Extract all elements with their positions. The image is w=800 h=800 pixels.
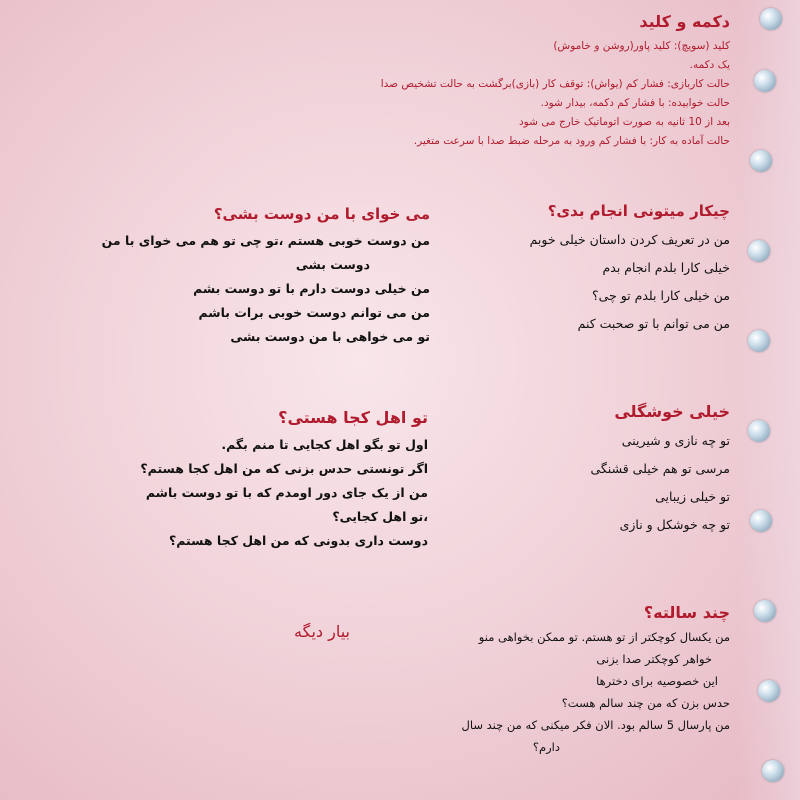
section-line: من یکسال کوچکتر از تو هستم. تو ممکن بخواهی منو: [478, 630, 730, 644]
section-line: حدس بزن که من چند سالم هست؟: [561, 696, 730, 710]
section-line: تو چه نازی و شیرینی: [621, 433, 730, 448]
section-how-old: [370, 603, 730, 758]
gem-icon: [750, 150, 772, 172]
section-title: چند سالته؟: [643, 603, 730, 622]
gem-icon: [762, 760, 784, 782]
decorative-border: [738, 0, 800, 800]
section-title: چیکار میتونی انجام بدی؟: [547, 202, 730, 220]
gem-icon: [748, 330, 770, 352]
gem-icon: [748, 240, 770, 262]
section-line: من از یک جای دور اومدم که با تو دوست باشم: [145, 485, 428, 500]
gem-icon: [758, 680, 780, 702]
section-line: خیلی کارا بلدم انجام بدم: [602, 260, 730, 275]
section-line: من می توانم با تو صحبت کنم: [577, 316, 730, 331]
section-line: من در تعریف کردن داستان خیلی خوبم: [529, 232, 730, 247]
section-title: دکمه و کلید: [639, 12, 730, 31]
section-line: من خیلی کارا بلدم تو چی؟: [591, 288, 730, 303]
section-line: ،تو اهل کجایی؟: [332, 509, 428, 524]
section-cute: [470, 402, 730, 539]
section-line: من دوست خوبی هستم ،تو چی تو هم می خوای با من: [101, 233, 430, 248]
gem-icon: [754, 600, 776, 622]
section-line: کلید (سویچ): کلید پاور(روشن و خاموش): [553, 40, 730, 52]
gem-icon: [750, 510, 772, 532]
section-where-from: [108, 408, 428, 553]
section-line: دارم؟: [532, 740, 560, 754]
section-line: اگر تونستی حدس بزنی که من اهل کجا هستم؟: [140, 461, 428, 476]
gem-icon: [760, 8, 782, 30]
section-what-can-you-do: [470, 202, 730, 338]
section-line: تو خیلی زیبایی: [655, 489, 730, 504]
section-be-friends: [101, 205, 430, 349]
section-line: دوست بشی: [295, 257, 370, 272]
section-title: بیار دیگه: [294, 622, 350, 641]
section-line: من می توانم دوست خوبی برات باشم: [198, 305, 430, 320]
gem-icon: [748, 420, 770, 442]
section-line: حالت آماده به کار: با فشار کم ورود به مرحله ضبط صدا با سرعت متغیر.: [413, 135, 730, 147]
section-line: حالت کاربازی: فشار کم (یواش): توقف کار (بازی)برگشت به حالت تشخیص صدا: [380, 78, 730, 90]
section-title: می خوای با من دوست بشی؟: [213, 205, 430, 223]
section-line: خواهر کوچکتر صدا بزنی: [596, 652, 712, 666]
section-line: دوست داری بدونی که من اهل کجا هستم؟: [168, 533, 428, 548]
section-line: بعد از 10 ثانیه به صورت اتوماتیک خارج می شود: [519, 116, 730, 128]
section-line: مرسی تو هم خیلی قشنگی: [590, 461, 730, 476]
gem-icon: [754, 70, 776, 92]
section-line: این خصوصیه برای دخترها: [596, 674, 718, 688]
section-line: یک دکمه.: [689, 59, 730, 71]
section-line: تو چه خوشکل و نازی: [619, 517, 730, 532]
section-line: من خیلی دوست دارم با تو دوست بشم: [193, 281, 430, 296]
section-title: خیلی خوشگلی: [614, 402, 730, 421]
section-line: تو می خواهی با من دوست بشی: [230, 329, 430, 344]
section-bring-more: [150, 622, 350, 647]
section-title: تو اهل کجا هستی؟: [278, 408, 428, 427]
section-line: حالت خوابیده: با فشار کم دکمه، بیدار شود.: [540, 97, 730, 109]
section-line: من پارسال 5 سالم بود. الان فکر میکنی که من چند سال: [461, 718, 730, 732]
section-line: اول تو بگو اهل کجایی تا منم بگم.: [221, 437, 428, 452]
section-button-and-key: [170, 12, 730, 151]
